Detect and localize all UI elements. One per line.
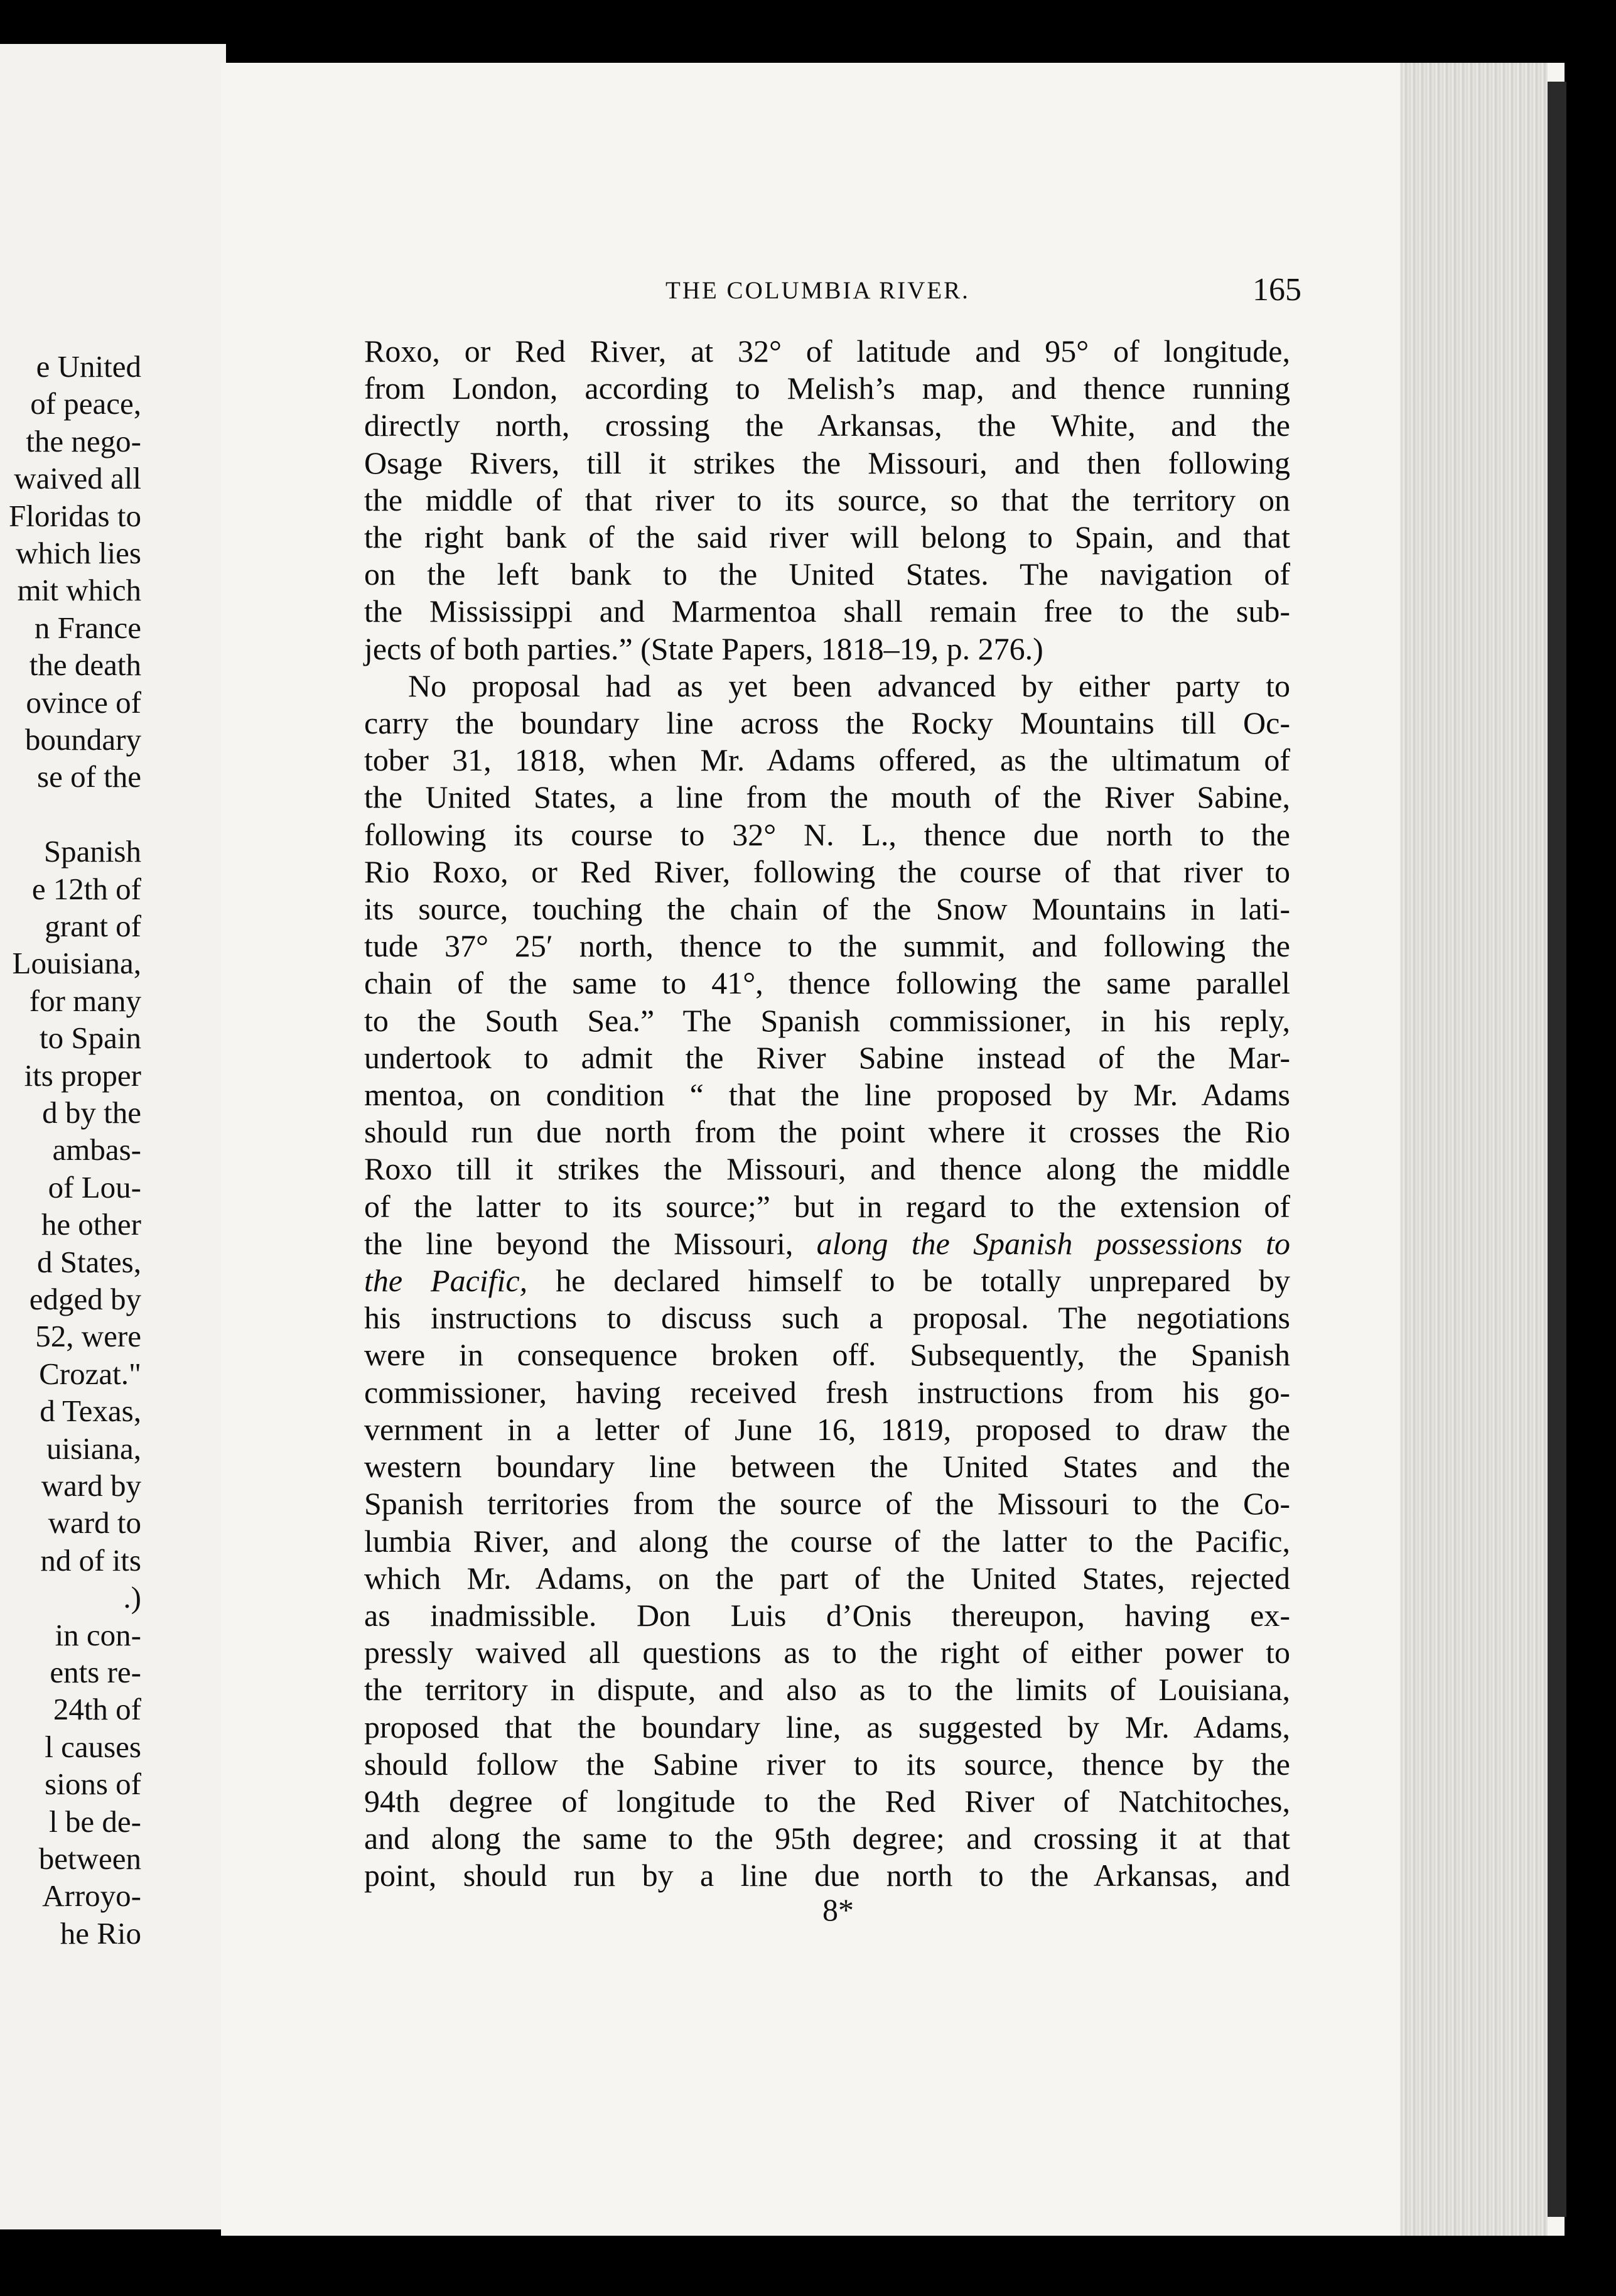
left-page-line: l be de-	[49, 1804, 141, 1839]
body-line	[364, 1262, 1290, 1299]
left-page-line: uisiana,	[46, 1431, 141, 1466]
body-text	[364, 333, 1290, 1895]
left-page-line: its proper	[24, 1058, 141, 1093]
body-line: pressly waived all questions as to the right of either power to	[364, 1635, 1290, 1671]
left-page-line: nd of its	[40, 1542, 141, 1578]
body-line: Osage Rivers, till it strikes the Missouri, and then following	[364, 445, 1290, 480]
left-page-line: which lies	[15, 536, 141, 570]
body-line: Roxo till it strikes the Missouri, and thence along the middle	[364, 1151, 1290, 1187]
left-page-line: Floridas to	[9, 498, 141, 533]
italic-phrase: the Pacific,	[364, 1263, 528, 1299]
body-line: should follow the Sabine river to its source, thence by the	[364, 1746, 1290, 1782]
body-line: its source, touching the chain of the Snow Mountains in lati-	[364, 891, 1290, 927]
left-page-line: .)	[123, 1580, 141, 1615]
body-line-text: the line beyond the Missouri,	[364, 1225, 817, 1261]
left-page-line: d by the	[42, 1095, 141, 1130]
body-line: undertook to admit the River Sabine instead of the Mar-	[364, 1039, 1290, 1075]
body-line: Rio Roxo, or Red River, following the course of that river to	[364, 853, 1290, 889]
left-page-line: for many	[29, 983, 141, 1018]
page-number: 165	[1252, 272, 1301, 308]
left-page-line: Spanish	[43, 834, 141, 869]
left-page-line: of Lou-	[48, 1169, 141, 1205]
body-line: commissioner, having received fresh instructions from his go-	[364, 1374, 1290, 1410]
left-page-line: Crozat."	[39, 1356, 141, 1391]
left-page-line: ward to	[48, 1505, 141, 1541]
left-page-line: boundary	[24, 722, 141, 757]
body-line: and along the same to the 95th degree; and crossing it at that	[364, 1821, 1290, 1856]
body-line: on the left bank to the United States. The navigation of	[364, 556, 1290, 592]
body-line-text: he declared himself to be totally unprepared by	[527, 1263, 1291, 1299]
body-line: carry the boundary line across the Rocky Mountains till Oc-	[364, 705, 1290, 741]
body-line: Roxo, or Red River, at 32° of latitude and 95° of longitude,	[364, 333, 1290, 369]
left-page-line: he Rio	[60, 1915, 141, 1951]
left-page-line: grant of	[45, 909, 141, 943]
left-page-line: the death	[29, 647, 141, 683]
left-page-line: the nego-	[26, 423, 141, 458]
italic-phrase: along the Spanish possessions to	[816, 1225, 1290, 1261]
body-line: the right bank of the said river will belong to Spain, and that	[364, 519, 1290, 555]
body-line: were in consequence broken off. Subsequently, the Spanish	[364, 1337, 1290, 1373]
left-page-text	[0, 349, 141, 1981]
left-page-line: Louisiana,	[12, 946, 141, 981]
body-line: point, should run by a line due north to the Arkansas, and	[364, 1858, 1290, 1893]
left-page-line: ovince of	[26, 685, 141, 720]
body-line: tober 31, 1818, when Mr. Adams offered, as the ultimatum of	[364, 742, 1290, 778]
left-page-line: sions of	[45, 1767, 141, 1802]
body-line: to the South Sea.” The Spanish commissioner, in his reply,	[364, 1002, 1290, 1038]
body-line: 94th degree of longitude to the Red River of Natchitoches,	[364, 1783, 1290, 1819]
body-line: following its course to 32° N. L., thence due north to the	[364, 816, 1290, 852]
body-line: chain of the same to 41°, thence following the same parallel	[364, 965, 1290, 1001]
body-line: jects of both parties.” (State Papers, 1818–19, p. 276.)	[364, 631, 1043, 666]
body-line: mentoa, on condition “ that the line proposed by Mr. Adams	[364, 1077, 1290, 1113]
left-page-line: e 12th of	[31, 871, 141, 906]
body-line: No proposal had as yet been advanced by either party to	[408, 668, 1290, 703]
body-line: Spanish territories from the source of the Missouri to the Co-	[364, 1486, 1290, 1522]
body-line: from London, according to Melish’s map, and thence running	[364, 371, 1290, 406]
body-line: the territory in dispute, and also as to the limits of Louisiana,	[364, 1672, 1290, 1708]
left-page-line: in con-	[55, 1617, 141, 1652]
body-line: should run due north from the point where it crosses the Rio	[364, 1114, 1290, 1150]
left-page-line: n France	[34, 610, 141, 645]
left-page-line: between	[38, 1841, 141, 1876]
body-line: the Mississippi and Marmentoa shall remain free to the sub-	[364, 593, 1290, 629]
left-page-line: ambas-	[52, 1132, 141, 1167]
left-page-line: l causes	[45, 1729, 141, 1764]
page-edges	[1400, 63, 1548, 2236]
left-page-line: mit which	[17, 573, 141, 608]
left-page-line: 52, were	[35, 1319, 141, 1354]
body-line: of the latter to its source;” but in regard to the extension of	[364, 1188, 1290, 1224]
left-page-line: d Texas,	[40, 1394, 141, 1429]
signature-mark: 8*	[822, 1892, 854, 1927]
body-line: which Mr. Adams, on the part of the United States, rejected	[364, 1560, 1290, 1596]
body-line: western boundary line between the United States and the	[364, 1449, 1290, 1485]
body-line: proposed that the boundary line, as suggested by Mr. Adams,	[364, 1709, 1290, 1745]
left-page-line: 24th of	[53, 1692, 141, 1727]
running-title: THE COLUMBIA RIVER.	[665, 277, 970, 304]
body-line: the middle of that river to its source, so that the territory on	[364, 482, 1290, 517]
body-line: tude 37° 25′ north, thence to the summit, and following the	[364, 928, 1290, 964]
left-page-line: to Spain	[40, 1021, 141, 1056]
left-page-line: waived all	[14, 461, 141, 496]
left-page-line: he other	[41, 1207, 141, 1242]
body-line: vernment in a letter of June 16, 1819, proposed to draw the	[364, 1411, 1290, 1447]
book-cover-edge	[1548, 82, 1566, 2217]
left-page-line: ward by	[41, 1468, 141, 1503]
left-page-line: Arroyo-	[42, 1878, 141, 1914]
body-line	[364, 1225, 1290, 1262]
body-line: the United States, a line from the mouth of the River Sabine,	[364, 779, 1290, 815]
left-page-line: d States,	[36, 1244, 141, 1279]
body-line: as inadmissible. Don Luis d’Onis thereupon, having ex-	[364, 1597, 1290, 1633]
left-page-line: se of the	[37, 759, 141, 794]
left-page-line: edged by	[29, 1282, 141, 1316]
body-line: his instructions to discuss such a proposal. The negotiations	[364, 1300, 1290, 1336]
left-page-line: ents re-	[50, 1655, 141, 1689]
left-page-line: e United	[36, 349, 141, 384]
body-line: lumbia River, and along the course of the latter to the Pacific,	[364, 1523, 1290, 1559]
body-line: directly north, crossing the Arkansas, the White, and the	[364, 408, 1290, 443]
left-page-line: of peace,	[30, 386, 141, 421]
